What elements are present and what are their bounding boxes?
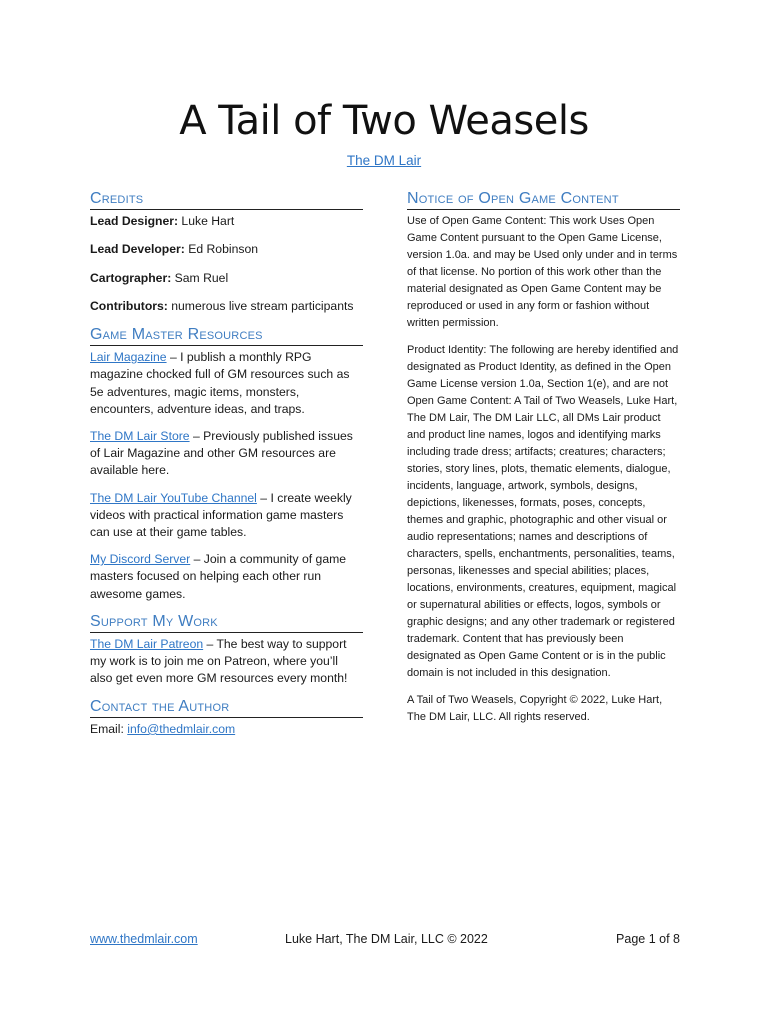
credit-label: Lead Developer: bbox=[90, 242, 185, 257]
email-label: Email: bbox=[90, 721, 128, 736]
support-text bbox=[90, 636, 363, 688]
discord-server-link[interactable]: My Discord Server bbox=[90, 552, 191, 567]
ogc-paragraph: Use of Open Game Content: This work Uses Open Game Content pursuant to the Open Game License, version 1.0a. and may be Used only under and in terms of that license. No portion of this work other than the material designated as Open Game Content may be reproduced or used in any form or fashion without written permission. bbox=[407, 215, 678, 329]
contact-email bbox=[90, 721, 363, 738]
support-section bbox=[90, 613, 363, 688]
support-heading: Support My Work bbox=[90, 613, 363, 633]
credit-item bbox=[90, 241, 363, 258]
credit-item bbox=[90, 213, 363, 230]
contact-section bbox=[90, 698, 363, 738]
right-column bbox=[407, 190, 680, 736]
dm-lair-store-link[interactable]: The DM Lair Store bbox=[90, 429, 190, 444]
resource-description: – I create weekly videos with practical information game masters can use at their game tables. bbox=[90, 490, 352, 540]
copyright-paragraph: A Tail of Two Weasels, Copyright © 2022, Luke Hart, The DM Lair, LLC. All rights reserved. bbox=[407, 694, 663, 723]
dm-lair-link[interactable]: The DM Lair bbox=[346, 153, 422, 168]
credit-item bbox=[90, 298, 363, 315]
website-link[interactable]: www.thedmlair.com bbox=[90, 932, 198, 946]
resource-item bbox=[90, 490, 363, 542]
resource-item bbox=[90, 551, 363, 603]
resource-item bbox=[90, 428, 363, 480]
credit-label: Contributors: bbox=[90, 298, 168, 313]
credit-value: numerous live stream participants bbox=[167, 298, 354, 313]
credits-section bbox=[90, 190, 363, 315]
gm-resources-section bbox=[90, 326, 363, 603]
resource-description: – Previously published issues of Lair Magazine and other GM resources are available here. bbox=[90, 429, 353, 478]
ogc-notice-heading: Notice of Open Game Content bbox=[407, 190, 680, 210]
contact-heading: Contact the Author bbox=[90, 698, 363, 718]
credit-label: Lead Designer: bbox=[90, 214, 179, 229]
credit-value: Sam Ruel bbox=[171, 270, 229, 285]
youtube-channel-link[interactable]: The DM Lair YouTube Channel bbox=[90, 490, 257, 505]
credit-value: Luke Hart bbox=[178, 214, 235, 229]
subtitle bbox=[0, 153, 768, 168]
patreon-link[interactable]: The DM Lair Patreon bbox=[90, 637, 204, 652]
credit-label: Cartographer: bbox=[90, 270, 172, 285]
credits-heading: Credits bbox=[90, 190, 363, 210]
lair-magazine-link[interactable]: Lair Magazine bbox=[90, 350, 167, 365]
product-identity-paragraph: Product Identity: The following are hereby identified and designated as Product Identity, as defined in the Open Game License version 1.0a, Section 1(e), and are not Open Game Content: A Tail of Two Weasels, Luke Hart, The DM Lair, The DM Lair LLC, all DMs Lair product and product line names, logos and identifying marks including trade dress; artifacts; creatures; characters; stories, story lines, plots, thematic elements, dialogue, incidents, language, artwork, symbols, designs, depictions, likenesses, formats, poses, concepts, themes and graphic, photographic and other visual or audio representations; names and descriptions of characters, spells, enchantments, personalities, teams, personas, likenesses and special abilities; places, locations, environments, creatures, equipment, magical or supernatural abilities or effects, logos, symbols or graphic designs; and any other trademark or registered trademark. Content that has previously been designated as Open Game Content or is in the public domain is not included in this designation. bbox=[407, 344, 679, 679]
email-link[interactable]: info@thedmlair.com bbox=[127, 721, 236, 736]
credit-value: Ed Robinson bbox=[184, 242, 259, 257]
resource-description: – Join a community of game masters focused on helping each other run awesome games. bbox=[90, 552, 347, 601]
gm-resources-heading: Game Master Resources bbox=[90, 326, 363, 346]
left-column bbox=[90, 190, 363, 748]
support-description: – The best way to support my work is to join me on Patreon, where you’ll also get even more GM resources every month! bbox=[90, 637, 348, 686]
document-title: A Tail of Two Weasels bbox=[179, 98, 589, 144]
credit-item bbox=[90, 270, 363, 287]
page-number: Page 1 of 8 bbox=[616, 932, 680, 946]
footer-copyright: Luke Hart, The DM Lair, LLC © 2022 bbox=[285, 932, 488, 946]
resource-item bbox=[90, 349, 363, 418]
resource-description: – I publish a monthly RPG magazine chocked full of GM resources such as 5e adventures, magic items, monsters, encounters, adventure ideas, and traps. bbox=[90, 350, 350, 416]
